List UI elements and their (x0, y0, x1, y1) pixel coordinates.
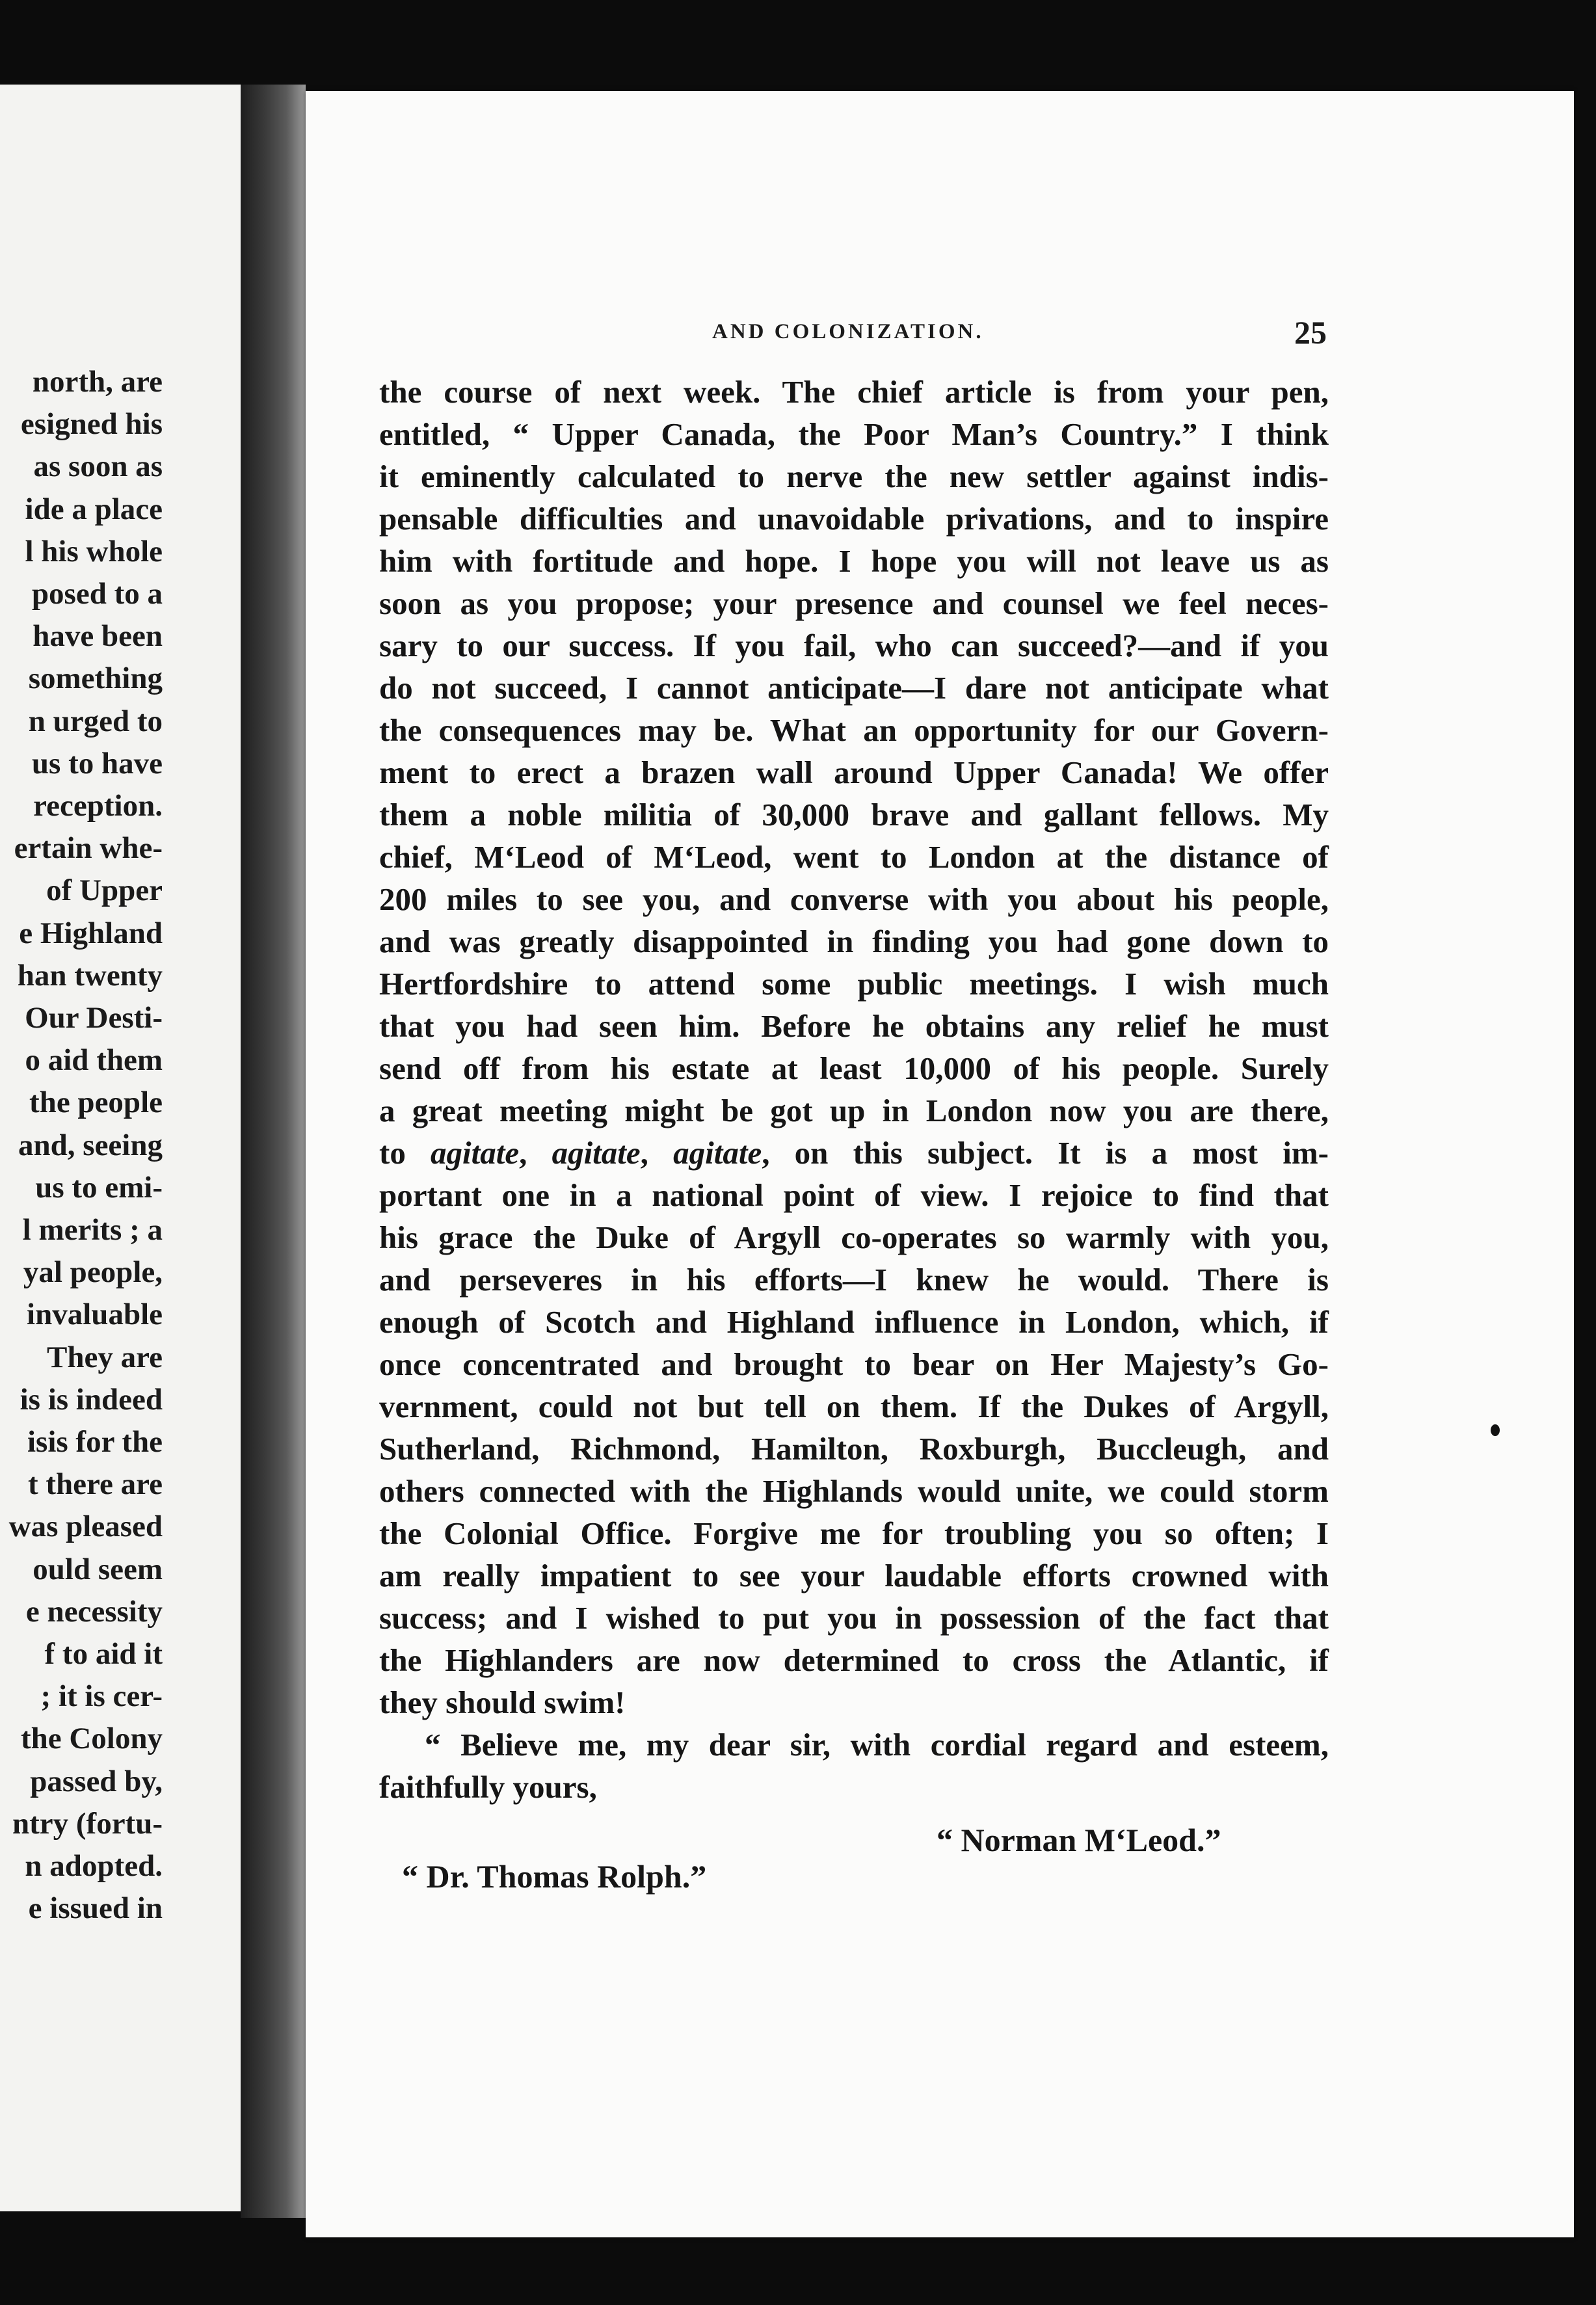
left-page-line: n urged to (28, 704, 163, 738)
body-line: Hertfordshire to attend some public meetings. I wish much (379, 966, 1329, 1002)
body-line: am really impatient to see your laudable efforts crowned with (379, 1558, 1329, 1593)
left-page-line: t there are (27, 1467, 163, 1502)
page-number: 25 (1294, 314, 1327, 351)
left-page-line: posed to a (31, 577, 163, 611)
left-page-line: invaluable (27, 1298, 163, 1332)
left-page-line: Our Desti- (25, 1001, 163, 1035)
left-page-line: esigned his (20, 407, 163, 442)
left-page-line: ide a place (25, 492, 163, 526)
body-line: a great meeting might be got up in London now you are there, (379, 1093, 1329, 1128)
left-page-line: the Colony (20, 1722, 163, 1756)
left-page-line: something (28, 661, 163, 696)
body-line: portant one in a national point of view. I rejoice to find that (379, 1177, 1329, 1213)
body-line: “ Believe me, my dear sir, with cordial regard and esteem, (425, 1727, 1329, 1763)
left-page-line: e issued in (28, 1891, 163, 1926)
ink-speck (1491, 1424, 1500, 1436)
left-page-line: ould seem (33, 1552, 163, 1586)
body-line: send off from his estate at least 10,000 of his people. Surely (379, 1050, 1329, 1086)
left-page-line: o aid them (25, 1043, 163, 1078)
body-line: enough of Scotch and Highland influence in London, which, if (379, 1304, 1329, 1340)
left-page-line: l merits ; a (22, 1213, 163, 1247)
body-line: the consequences may be. What an opportunity for our Govern- (379, 712, 1329, 748)
left-page-line: as soon as (33, 449, 163, 484)
body-line: and perseveres in his efforts—I knew he would. There is (379, 1262, 1329, 1298)
signature: “ Norman M‘Leod.” (937, 1822, 1221, 1858)
body-line: they should swim! (379, 1685, 626, 1720)
body-line: 200 miles to see you, and converse with you about his people, (379, 881, 1329, 917)
left-page-line: ; it is cer- (40, 1679, 163, 1714)
body-line: it eminently calculated to nerve the new settler against indis- (379, 459, 1329, 494)
body-line: faithfully yours, (379, 1769, 597, 1805)
body-line: to agitate, agitate, agitate, on this subject. It is a most im- (379, 1135, 1329, 1171)
book-gutter (241, 85, 306, 2218)
body-line: do not succeed, I cannot anticipate—I dare not anticipate what (379, 670, 1329, 706)
left-page-line: us to have (31, 746, 163, 780)
body-line: entitled, “ Upper Canada, the Poor Man’s Country.” I think (379, 416, 1329, 452)
left-page-line: isis for the (27, 1425, 163, 1459)
body-line: and was greatly disappointed in finding you had gone down to (379, 924, 1329, 959)
body-line: Sutherland, Richmond, Hamilton, Roxburgh, Buccleugh, and (379, 1431, 1329, 1467)
body-line: that you had seen him. Before he obtains any relief he must (379, 1008, 1329, 1044)
left-page-line: han twenty (17, 958, 163, 993)
body-line: the Colonial Office. Forgive me for troubling you so often; I (379, 1515, 1329, 1551)
body-line: sary to our success. If you fail, who can succeed?—and if you (379, 628, 1329, 663)
left-page-line: and, seeing (18, 1128, 163, 1162)
body-line: ment to erect a brazen wall around Upper Canada! We offer (379, 754, 1329, 790)
left-page-line: They are (47, 1340, 163, 1374)
body-line: vernment, could not but tell on them. If the Dukes of Argyll, (379, 1389, 1329, 1424)
left-page-line: north, are (32, 365, 163, 399)
left-page-line: l his whole (25, 534, 163, 568)
left-page-line: passed by, (30, 1764, 163, 1798)
left-page-line: n adopted. (25, 1849, 163, 1883)
body-line: them a noble militia of 30,000 brave and gallant fellows. My (379, 797, 1329, 833)
body-line: soon as you propose; your presence and counsel we feel neces- (379, 585, 1329, 621)
body-line: success; and I wished to put you in possession of the fact that (379, 1600, 1329, 1636)
body-line: pensable difficulties and unavoidable privations, and to inspire (379, 501, 1329, 537)
running-header: AND COLONIZATION. (712, 320, 984, 343)
body-line: chief, M‘Leod of M‘Leod, went to London at the distance of (379, 839, 1329, 875)
left-page-line: of Upper (46, 873, 163, 908)
letter-body (379, 371, 1329, 1808)
left-page-line: ntry (fortu- (12, 1806, 163, 1841)
left-page-line: yal people, (23, 1255, 163, 1290)
body-line: him with fortitude and hope. I hope you will not leave us as (379, 543, 1329, 579)
body-line: once concentrated and brought to bear on Her Majesty’s Go- (379, 1346, 1329, 1382)
left-page-line: e necessity (25, 1594, 163, 1629)
left-page-line: f to aid it (44, 1637, 163, 1671)
left-page (0, 85, 254, 2211)
left-page-line: was pleased (8, 1510, 163, 1544)
body-line: the course of next week. The chief article is from your pen, (379, 374, 1329, 410)
body-line: his grace the Duke of Argyll co-operates so warmly with you, (379, 1219, 1329, 1255)
left-page-line: e Highland (19, 916, 163, 950)
body-line: others connected with the Highlands would unite, we could storm (379, 1473, 1329, 1509)
left-page-line: the people (29, 1086, 163, 1120)
left-page-line: reception. (33, 789, 163, 823)
recipient: “ Dr. Thomas Rolph.” (402, 1858, 707, 1895)
left-page-line: is is indeed (20, 1382, 163, 1417)
left-page-line: ertain whe- (14, 831, 163, 866)
body-line: the Highlanders are now determined to cross the Atlantic, if (379, 1642, 1329, 1678)
left-page-line: us to emi- (35, 1170, 163, 1205)
left-page-line: have been (33, 619, 163, 654)
